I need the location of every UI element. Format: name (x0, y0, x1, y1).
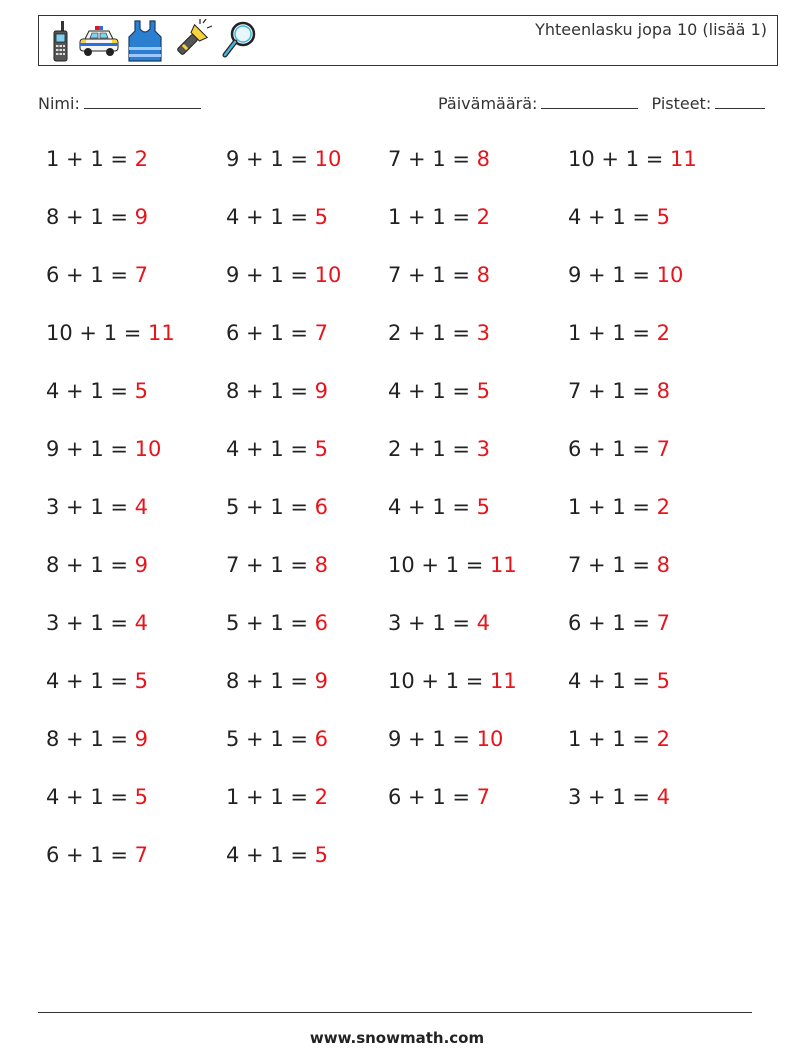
addend-a: 8 (46, 727, 60, 751)
problem-item: 1 + 1 = 2 (388, 205, 491, 229)
addend-b: 1 (90, 611, 104, 635)
addend-a: 6 (568, 437, 582, 461)
problem-item: 10 + 1 = 11 (388, 669, 517, 693)
addend-b: 1 (270, 785, 284, 809)
addend-a: 4 (46, 379, 60, 403)
problem-item: 9 + 1 = 10 (568, 263, 684, 287)
addend-b: 1 (432, 321, 446, 345)
addend-b: 1 (90, 553, 104, 577)
addend-b: 1 (90, 727, 104, 751)
problem-row (46, 553, 766, 611)
answer: 10 (476, 727, 504, 751)
problem-row (46, 321, 766, 379)
addend-a: 5 (226, 495, 240, 519)
problem-item: 8 + 1 = 9 (46, 553, 149, 577)
addend-a: 3 (46, 495, 60, 519)
addend-b: 1 (612, 727, 626, 751)
answer: 4 (656, 785, 671, 809)
problem-item: 9 + 1 = 10 (226, 147, 342, 171)
addend-a: 8 (46, 553, 60, 577)
addend-b: 1 (432, 263, 446, 287)
addend-b: 1 (270, 437, 284, 461)
addend-b: 1 (270, 379, 284, 403)
magnifier-icon (219, 19, 259, 63)
addend-a: 4 (388, 379, 402, 403)
answer: 8 (314, 553, 329, 577)
problem-item: 6 + 1 = 7 (568, 437, 671, 461)
addend-a: 10 (568, 147, 595, 171)
addend-a: 4 (226, 437, 240, 461)
name-field (38, 94, 201, 113)
problem-item: 7 + 1 = 8 (226, 553, 329, 577)
addend-a: 3 (46, 611, 60, 635)
addend-a: 5 (226, 727, 240, 751)
problem-item: 3 + 1 = 4 (568, 785, 671, 809)
addend-a: 7 (388, 147, 402, 171)
problem-item: 1 + 1 = 2 (568, 321, 671, 345)
addend-a: 4 (388, 495, 402, 519)
problem-item: 6 + 1 = 7 (226, 321, 329, 345)
problem-item: 5 + 1 = 6 (226, 495, 329, 519)
addend-b: 1 (270, 611, 284, 635)
problem-item: 4 + 1 = 5 (226, 843, 329, 867)
problem-item: 1 + 1 = 2 (226, 785, 329, 809)
answer: 10 (656, 263, 684, 287)
answer: 6 (314, 495, 329, 519)
problem-item: 9 + 1 = 10 (388, 727, 504, 751)
answer: 2 (656, 727, 671, 751)
answer: 9 (134, 727, 149, 751)
problem-item: 4 + 1 = 5 (568, 669, 671, 693)
date-score-fields (438, 94, 765, 113)
answer: 8 (476, 147, 491, 171)
problem-item: 9 + 1 = 10 (46, 437, 162, 461)
addend-b: 1 (432, 147, 446, 171)
answer: 7 (656, 437, 671, 461)
addend-b: 1 (270, 321, 284, 345)
answer: 5 (314, 843, 329, 867)
problem-row (46, 437, 766, 495)
answer: 6 (314, 611, 329, 635)
addend-b: 1 (612, 495, 626, 519)
answer: 9 (314, 379, 329, 403)
addend-a: 10 (388, 669, 415, 693)
problem-item: 6 + 1 = 7 (46, 843, 149, 867)
addend-a: 7 (388, 263, 402, 287)
problem-row (46, 379, 766, 437)
problem-row (46, 147, 766, 205)
name-blank[interactable] (84, 94, 201, 109)
problem-item: 9 + 1 = 10 (226, 263, 342, 287)
addend-a: 9 (226, 263, 240, 287)
answer: 7 (134, 263, 149, 287)
answer: 5 (656, 669, 671, 693)
problem-item: 4 + 1 = 5 (568, 205, 671, 229)
addend-a: 1 (226, 785, 240, 809)
problem-item: 3 + 1 = 4 (46, 611, 149, 635)
addend-b: 1 (432, 495, 446, 519)
addend-a: 5 (226, 611, 240, 635)
addend-a: 4 (568, 205, 582, 229)
answer: 8 (476, 263, 491, 287)
answer: 4 (476, 611, 491, 635)
addend-b: 1 (612, 205, 626, 229)
score-blank[interactable] (715, 94, 765, 109)
addend-a: 8 (226, 669, 240, 693)
addend-a: 7 (568, 553, 582, 577)
problem-item: 4 + 1 = 5 (388, 495, 491, 519)
problem-item: 7 + 1 = 8 (388, 263, 491, 287)
answer: 5 (476, 495, 491, 519)
addend-a: 10 (388, 553, 415, 577)
problem-item: 5 + 1 = 6 (226, 611, 329, 635)
addend-a: 6 (46, 263, 60, 287)
addend-b: 1 (612, 785, 626, 809)
addend-b: 1 (612, 553, 626, 577)
problem-item: 6 + 1 = 7 (46, 263, 149, 287)
addend-b: 1 (270, 669, 284, 693)
problem-item: 10 + 1 = 11 (388, 553, 517, 577)
flashlight-icon (169, 19, 213, 63)
addend-b: 1 (432, 437, 446, 461)
problem-item: 1 + 1 = 2 (46, 147, 149, 171)
answer: 9 (314, 669, 329, 693)
addend-b: 1 (270, 727, 284, 751)
answer: 2 (656, 321, 671, 345)
problem-item: 7 + 1 = 8 (388, 147, 491, 171)
answer: 6 (314, 727, 329, 751)
problem-row (46, 205, 766, 263)
addend-b: 1 (270, 843, 284, 867)
addend-b: 1 (612, 321, 626, 345)
answer: 11 (148, 321, 175, 345)
problem-item: 1 + 1 = 2 (568, 727, 671, 751)
problem-item: 4 + 1 = 5 (226, 205, 329, 229)
problem-item: 2 + 1 = 3 (388, 321, 491, 345)
problem-item: 1 + 1 = 2 (568, 495, 671, 519)
addend-a: 6 (388, 785, 402, 809)
addend-b: 1 (270, 205, 284, 229)
addend-b: 1 (445, 553, 460, 577)
problem-item: 4 + 1 = 5 (388, 379, 491, 403)
addend-a: 1 (46, 147, 60, 171)
addend-a: 3 (388, 611, 402, 635)
addend-a: 1 (568, 495, 582, 519)
answer: 5 (134, 785, 149, 809)
addend-b: 1 (90, 147, 104, 171)
answer: 7 (134, 843, 149, 867)
answer: 3 (476, 321, 491, 345)
addend-b: 1 (445, 669, 460, 693)
problem-item: 4 + 1 = 5 (46, 669, 149, 693)
problem-item: 4 + 1 = 5 (46, 379, 149, 403)
addend-a: 4 (226, 205, 240, 229)
problem-item: 8 + 1 = 9 (226, 669, 329, 693)
answer: 2 (656, 495, 671, 519)
problem-item: 8 + 1 = 9 (46, 205, 149, 229)
problem-item: 8 + 1 = 9 (46, 727, 149, 751)
problem-item: 7 + 1 = 8 (568, 553, 671, 577)
addend-a: 1 (568, 321, 582, 345)
problem-item: 10 + 1 = 11 (568, 147, 697, 171)
problem-item: 6 + 1 = 7 (388, 785, 491, 809)
addend-b: 1 (90, 437, 104, 461)
date-blank[interactable] (541, 94, 638, 109)
answer: 5 (314, 205, 329, 229)
problem-row (46, 495, 766, 553)
addend-b: 1 (432, 379, 446, 403)
date-label: Päivämäärä: (438, 94, 538, 113)
answer: 5 (476, 379, 491, 403)
addend-a: 6 (46, 843, 60, 867)
problem-row (46, 785, 766, 843)
problem-item: 5 + 1 = 6 (226, 727, 329, 751)
problem-row (46, 611, 766, 669)
answer: 5 (134, 669, 149, 693)
addend-a: 2 (388, 437, 402, 461)
walkie-talkie-icon (49, 19, 71, 63)
problem-item: 2 + 1 = 3 (388, 437, 491, 461)
answer: 9 (134, 205, 149, 229)
addend-b: 1 (432, 205, 446, 229)
addend-b: 1 (270, 553, 284, 577)
answer: 11 (490, 553, 517, 577)
footer-url: www.snowmath.com (309, 1029, 485, 1047)
answer: 10 (314, 147, 342, 171)
worksheet-title: Yhteenlasku jopa 10 (lisää 1) (535, 20, 767, 39)
addend-a: 4 (568, 669, 582, 693)
police-car-icon (77, 21, 121, 61)
answer: 9 (134, 553, 149, 577)
addend-a: 10 (46, 321, 73, 345)
addend-a: 7 (568, 379, 582, 403)
answer: 4 (134, 495, 149, 519)
addend-a: 2 (388, 321, 402, 345)
answer: 11 (670, 147, 697, 171)
answer: 5 (134, 379, 149, 403)
vest-icon (127, 19, 163, 63)
answer: 2 (476, 205, 491, 229)
answer: 11 (490, 669, 517, 693)
addend-b: 1 (432, 611, 446, 635)
addend-b: 1 (90, 843, 104, 867)
answer: 10 (314, 263, 342, 287)
problem-row (46, 669, 766, 727)
problem-item: 6 + 1 = 7 (568, 611, 671, 635)
problem-item: 7 + 1 = 8 (568, 379, 671, 403)
addend-b: 1 (270, 147, 284, 171)
addend-b: 1 (90, 495, 104, 519)
addend-a: 9 (46, 437, 60, 461)
answer: 7 (656, 611, 671, 635)
problem-item: 4 + 1 = 5 (226, 437, 329, 461)
addend-a: 1 (388, 205, 402, 229)
problem-grid (46, 147, 766, 901)
problem-item: 10 + 1 = 11 (46, 321, 175, 345)
answer: 4 (134, 611, 149, 635)
addend-a: 3 (568, 785, 582, 809)
addend-b: 1 (90, 379, 104, 403)
addend-b: 1 (90, 263, 104, 287)
addend-a: 7 (226, 553, 240, 577)
answer: 5 (656, 205, 671, 229)
addend-a: 1 (568, 727, 582, 751)
addend-b: 1 (432, 785, 446, 809)
addend-b: 1 (270, 495, 284, 519)
problem-item: 4 + 1 = 5 (46, 785, 149, 809)
addend-a: 9 (568, 263, 582, 287)
addend-a: 8 (46, 205, 60, 229)
addend-b: 1 (612, 379, 626, 403)
problem-row (46, 843, 766, 901)
problem-item: 8 + 1 = 9 (226, 379, 329, 403)
addend-b: 1 (103, 321, 118, 345)
answer: 8 (656, 379, 671, 403)
answer: 5 (314, 437, 329, 461)
addend-a: 6 (568, 611, 582, 635)
addend-a: 4 (46, 785, 60, 809)
addend-b: 1 (625, 147, 640, 171)
answer: 8 (656, 553, 671, 577)
addend-a: 8 (226, 379, 240, 403)
name-label: Nimi: (38, 94, 80, 113)
answer: 7 (314, 321, 329, 345)
addend-a: 9 (226, 147, 240, 171)
problem-item: 3 + 1 = 4 (46, 495, 149, 519)
addend-a: 9 (388, 727, 402, 751)
problem-row (46, 263, 766, 321)
answer: 3 (476, 437, 491, 461)
footer-divider (38, 1012, 752, 1013)
answer: 2 (314, 785, 329, 809)
header-icons (49, 18, 259, 64)
addend-b: 1 (612, 263, 626, 287)
addend-a: 6 (226, 321, 240, 345)
addend-b: 1 (612, 437, 626, 461)
score-label: Pisteet: (651, 94, 712, 113)
addend-a: 4 (226, 843, 240, 867)
addend-b: 1 (90, 205, 104, 229)
problem-item: 3 + 1 = 4 (388, 611, 491, 635)
problem-row (46, 727, 766, 785)
answer: 10 (134, 437, 162, 461)
addend-b: 1 (432, 727, 446, 751)
addend-b: 1 (90, 785, 104, 809)
addend-b: 1 (90, 669, 104, 693)
answer: 7 (476, 785, 491, 809)
addend-b: 1 (612, 669, 626, 693)
worksheet-header (38, 15, 778, 66)
answer: 2 (134, 147, 149, 171)
addend-b: 1 (270, 263, 284, 287)
addend-b: 1 (612, 611, 626, 635)
addend-a: 4 (46, 669, 60, 693)
